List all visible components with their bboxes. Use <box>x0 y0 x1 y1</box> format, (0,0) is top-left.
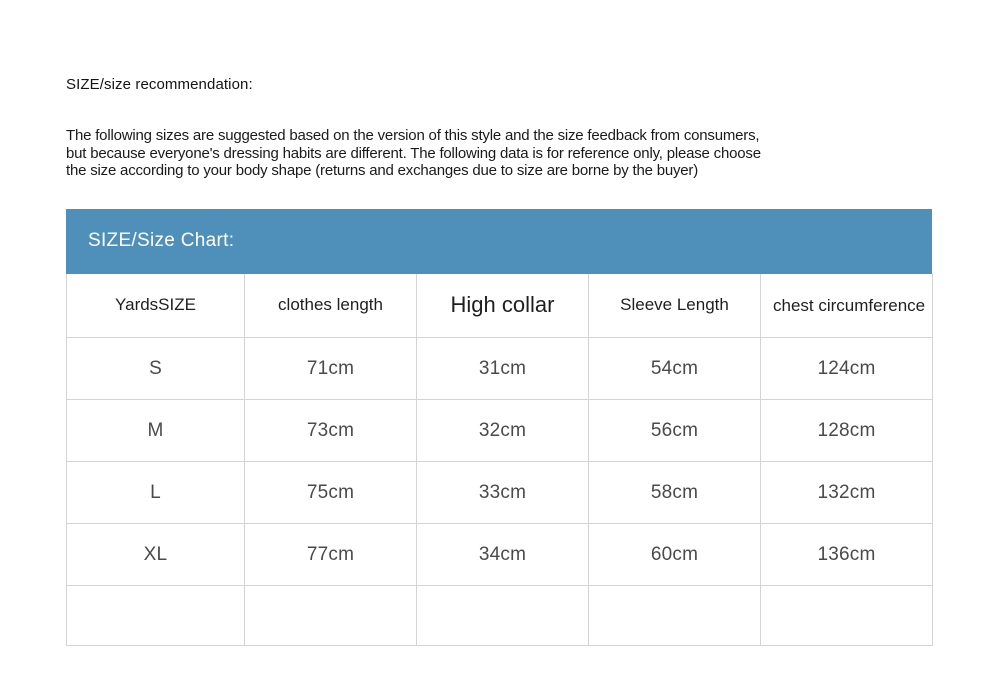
table-cell: 32cm <box>417 400 589 462</box>
table-cell <box>761 586 933 646</box>
table-cell: 124cm <box>761 338 933 400</box>
table-row-size-m <box>67 400 933 462</box>
table-cell <box>245 586 417 646</box>
table-cell-size-label: L <box>67 462 245 524</box>
table-cell: 54cm <box>589 338 761 400</box>
table-cell-size-label: XL <box>67 524 245 586</box>
table-cell-size-label: S <box>67 338 245 400</box>
table-cell: 58cm <box>589 462 761 524</box>
table-cell <box>589 586 761 646</box>
intro-text-line: The following sizes are suggested based on the version of this style and the size feedback from consumers, <box>66 127 760 144</box>
table-row-empty <box>67 586 933 646</box>
table-header-row <box>67 274 933 338</box>
table-cell: 132cm <box>761 462 933 524</box>
size-chart-banner-label: SIZE/Size Chart: <box>88 230 235 251</box>
column-header-sleeve-length: Sleeve Length <box>589 274 761 338</box>
table-cell-size-label: M <box>67 400 245 462</box>
table-cell: 73cm <box>245 400 417 462</box>
column-header-high-collar: High collar <box>417 274 589 338</box>
table-cell: 75cm <box>245 462 417 524</box>
column-header-clothes-length: clothes length <box>245 274 417 338</box>
table-cell: 33cm <box>417 462 589 524</box>
table-cell: 56cm <box>589 400 761 462</box>
intro-paragraph <box>66 127 934 180</box>
table-row-size-xl <box>67 524 933 586</box>
table-cell: 71cm <box>245 338 417 400</box>
table-cell: 77cm <box>245 524 417 586</box>
size-recommendation-title: SIZE/size recommendation: <box>66 76 253 93</box>
table-cell: 31cm <box>417 338 589 400</box>
size-chart-banner <box>66 209 932 274</box>
intro-text-line: but because everyone's dressing habits are different. The following data is for reference only, please choose <box>66 144 761 162</box>
size-chart-section <box>66 209 932 647</box>
table-cell: 136cm <box>761 524 933 586</box>
table-cell: 60cm <box>589 524 761 586</box>
table-row-size-l <box>67 462 933 524</box>
table-row-size-s <box>67 338 933 400</box>
column-header-chest-circumference: chest circumference <box>761 274 933 338</box>
column-header-yards-size: YardsSIZE <box>67 274 245 338</box>
table-cell <box>67 586 245 646</box>
table-cell: 128cm <box>761 400 933 462</box>
size-chart-table <box>66 274 933 647</box>
table-cell <box>417 586 589 646</box>
intro-text-line: the size according to your body shape (returns and exchanges due to size are borne by the buyer) <box>66 162 699 179</box>
table-cell: 34cm <box>417 524 589 586</box>
